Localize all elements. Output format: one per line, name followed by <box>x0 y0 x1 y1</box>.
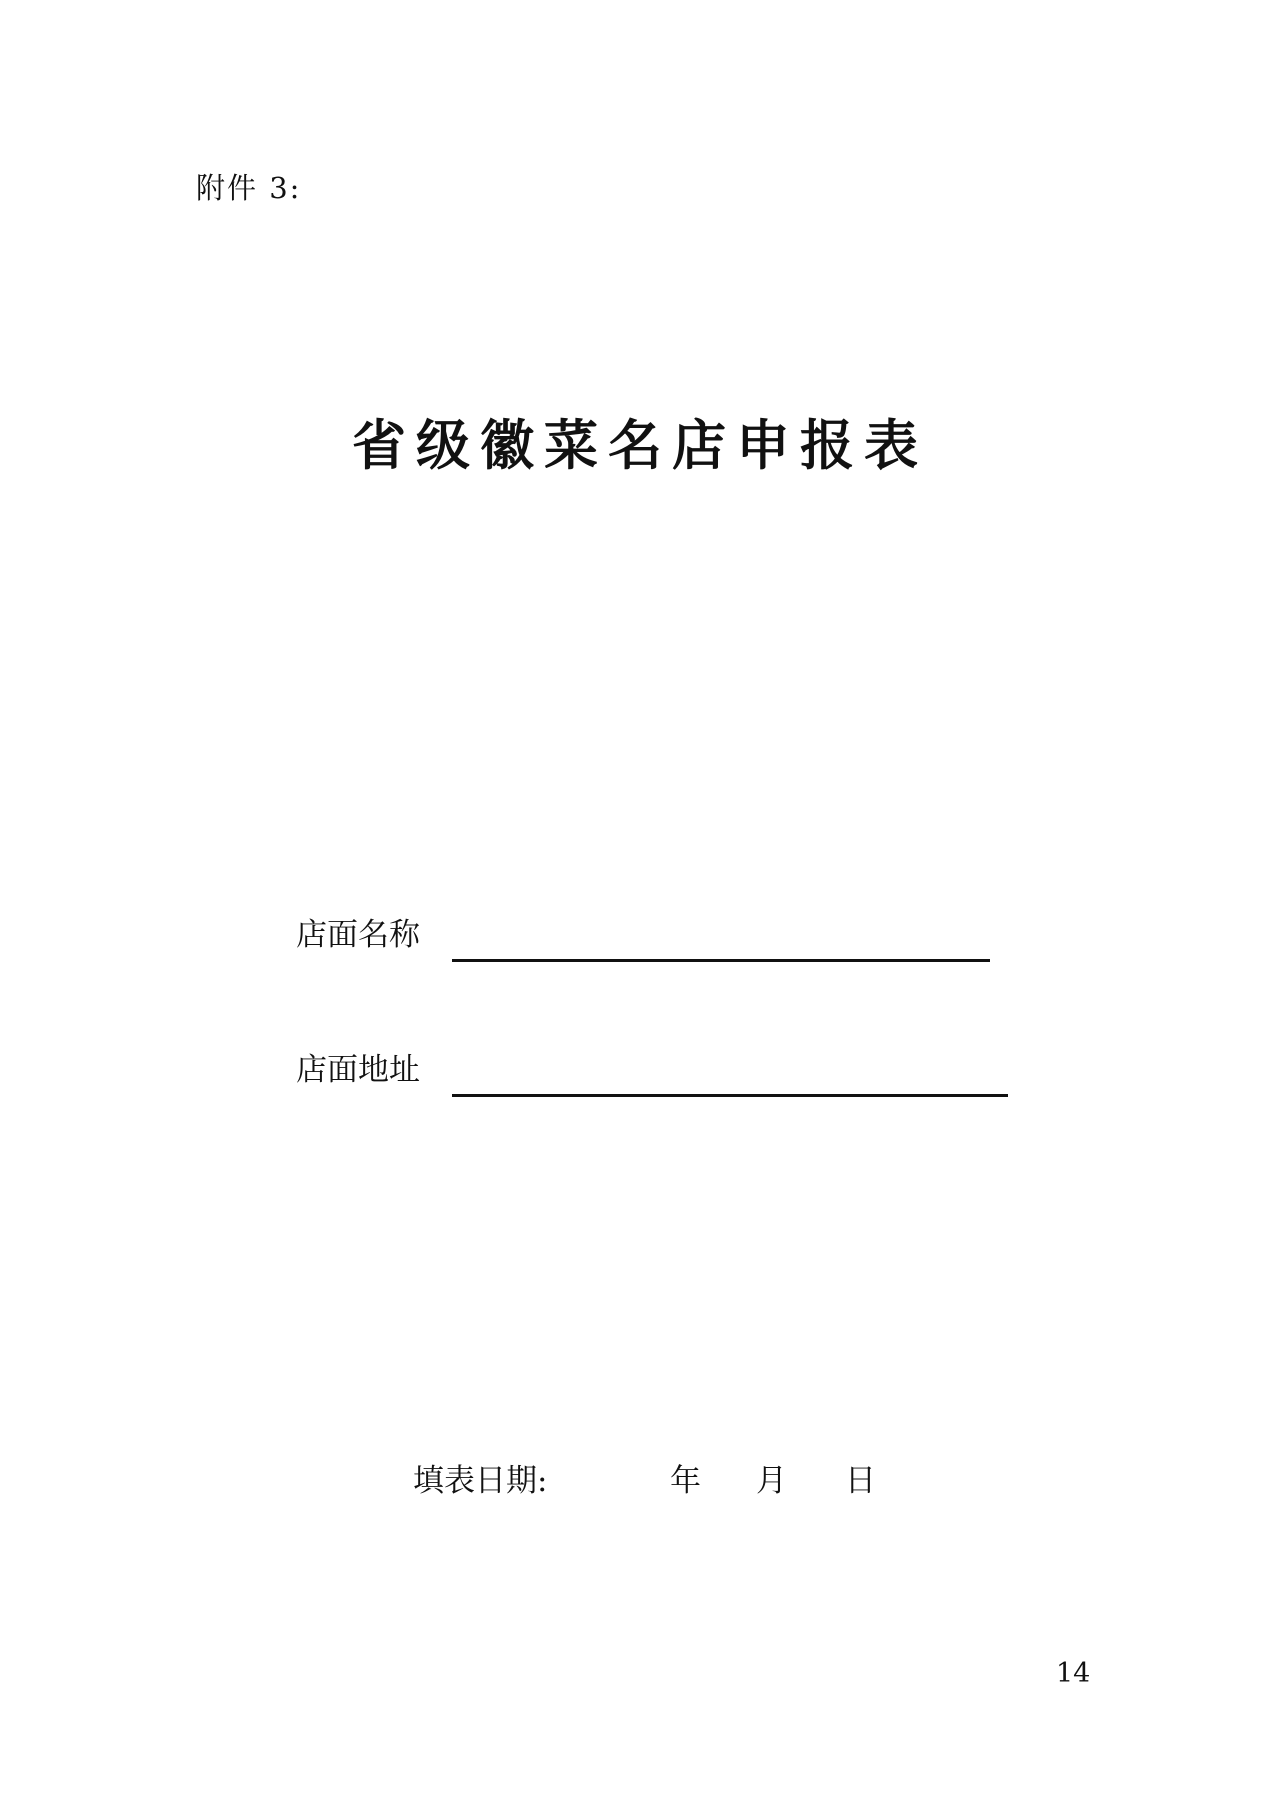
store-address-label: 店面地址 <box>296 1052 420 1088</box>
fill-date-label: 填表日期: <box>413 1463 548 1499</box>
store-name-blank-line <box>452 959 990 962</box>
form-title: 省级徽菜名店申报表 <box>352 413 928 477</box>
attachment-label: 附件 3: <box>196 171 302 205</box>
store-address-blank-line <box>452 1094 1008 1097</box>
page-number: 14 <box>1056 1658 1091 1689</box>
date-year-label: 年 <box>670 1463 701 1499</box>
store-name-label: 店面名称 <box>296 917 420 953</box>
date-month-label: 月 <box>756 1463 787 1499</box>
date-day-label: 日 <box>845 1463 876 1499</box>
